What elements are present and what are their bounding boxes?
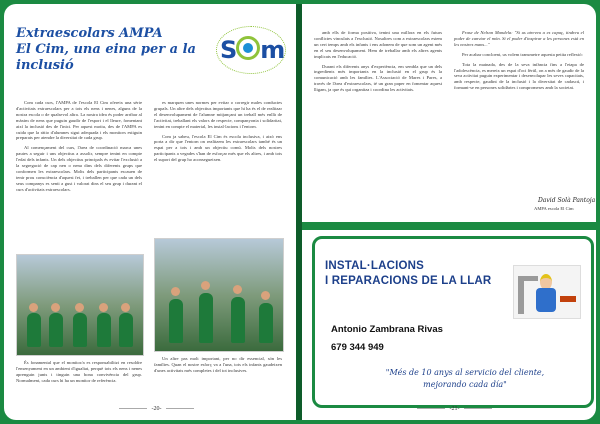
advert-slogan <box>355 367 575 391</box>
title-line-2: El Cim, una eina per a la <box>16 42 196 57</box>
signature-role: AMPA escola El Cim <box>534 206 574 211</box>
page-number-right: -21- <box>414 406 495 412</box>
photo-children-2 <box>154 238 284 352</box>
mandela-quote: Frase de Nelson Mandela: "Si us atreveu a es capaç, tindreu el poder de canviar el món. Si el poder d'inspirar a les persones està en les nostres mans..." <box>454 30 584 47</box>
paragraph: Tota la mainada, des de la seva infància fins a l'etapa de l'adolescència, es mereix un espai d'oci fèrtil, on a més de gaudir de la seva activitat puguin experimentar i desenvolupar les seves capacitats, amb respecte, gaudint de la inclusió i la diversitat de cadascú, i formant-se en persones solidàries i compromeses amb la societat. <box>454 61 584 91</box>
title-line-1: Extraescolars AMPA <box>16 26 163 41</box>
plumber-figure-icon <box>513 265 581 319</box>
left-page <box>4 4 296 420</box>
advert-title-line-1: INSTAL·LACIONS <box>325 260 425 272</box>
slogan-line-2: mejorando cada día" <box>423 380 507 389</box>
left-column-1 <box>16 100 142 197</box>
section-divider <box>302 222 596 230</box>
paragraph: Com cada curs, l'AMPA de l'escola El Cim ofereix una sèrie d'activitats extraescolars per a tots els nens i nenes, alguns de la nostra escola o de qualsevol altra. La nostra idea és poder arribar al màxim de nens que puguin gaudir de l'esport i el lleure, fomentant així la inclusió des de l'inici. Per aquest motiu, des de l'AMPA es cuida que la ràtio d'alumnes sigui adequada i els monitors estiguin preparats per atendre la diversitat de cada grup. <box>16 100 142 141</box>
right-page <box>302 4 596 420</box>
som-logo <box>216 26 286 74</box>
paragraph: Per acabar concloent, us volem transmetre aquesta petita reflexió: <box>462 51 583 57</box>
paragraph: Durant els diferents anys d'experiència, em sembla que un dels ingredients més importants en la inclusió en el grup és la comunicació amb les famílies. L'Associació de Mares i Pares, a través de l'àrea d'extraescolars, té un gran paper en fomentar aquest lligam, ja que és qui organitza i coordina les activitats. <box>314 63 442 93</box>
article-title <box>16 26 212 74</box>
right-column-1 <box>314 30 442 97</box>
advert-name: Antonio Zambrana Rivas <box>331 324 443 335</box>
page-number-left: -20- <box>116 406 197 412</box>
advert-phone: 679 344 949 <box>331 342 384 353</box>
left-bottom-text <box>16 360 142 388</box>
left-column-2 <box>154 100 282 167</box>
logo-text: S m <box>220 36 285 64</box>
logo-o-icon <box>236 36 260 60</box>
title-line-3: inclusió <box>16 58 74 73</box>
paragraph: Al començament del curs, l'àrea de coordinació marca unes pautes a seguir i uns objectius a assolir, sempre tenint en compte l'edat dels infants. Un dels objectius principals és evitar l'exclusió a la segregació de cap nen o nena dins dels diferents grups que conformen les extraescolars. Molts dels participants escauen de tenir prou consciència d'aquest fet, i treballen per que cada un dels seus companys es senti a gust i valorat dins el seu grup i durant el curs d'activitats extraescolars. <box>16 145 142 192</box>
photo-children-1 <box>16 254 144 356</box>
advert-title <box>325 259 491 289</box>
paragraph: amb ells de forma positiva, tenint una millora en els futurs conflictes vinculats a l'exclusió. Nosaltres com a extraescolars estem un cert temps amb els infants i ens adonem de que som un agent més en el seu desenvolupament. Hem de treballar amb els altres agents implicats en l'educació. <box>314 30 442 59</box>
right-column-2 <box>454 30 584 95</box>
paragraph: Com ja sabeu, l'escola El Cim és escola inclusiva, i això ens porta a dir que l'entorn on realitzem les extraescolars també és un espai per a tots i amb un objectiu comú. Molts dels nostres participants a vegades s'han de esforçar més que els altres, i amb tots el suport del grup ho aconsegueixen. <box>154 133 282 163</box>
slogan-line-1: "Més de 10 anys al servicio del cliente, <box>385 368 545 377</box>
paragraph: Un altre pas molt important, per no dir essencial, són les famílies. Quan el nostre esforç va a l'una, tots els infants gaudeixen d'unes activitats més completes i del tot inclusives. <box>154 356 282 373</box>
paragraph: es marquen unes normes per evitar o corregir males conductes grupals. Un altre dels objectius importants que hi ha és el de realitzar el desenvolupament de l'alumne mitjançant un treball més enllà de l'activitat, treballant els valors de respecte, companyonia i solidaritat, tenint en compte el material, les instal·lacions i l'entorn. <box>154 100 282 129</box>
left-column-3 <box>154 356 282 378</box>
signature: David Solà Pantoja <box>538 197 596 204</box>
advert-box <box>312 236 594 408</box>
advert-title-line-2: I REPARACIONS DE LA LLAR <box>325 275 492 287</box>
paragraph: És fonamental que el monitor/a es responsabilitzi en resoldre l'ensenyament en un ambient d'igualtat, perquè tots els nens i nenes aprenguin junts i tinguin una bona convivència del grup. Normalment, cada curs hi ha un monitor de referència. <box>16 360 142 383</box>
